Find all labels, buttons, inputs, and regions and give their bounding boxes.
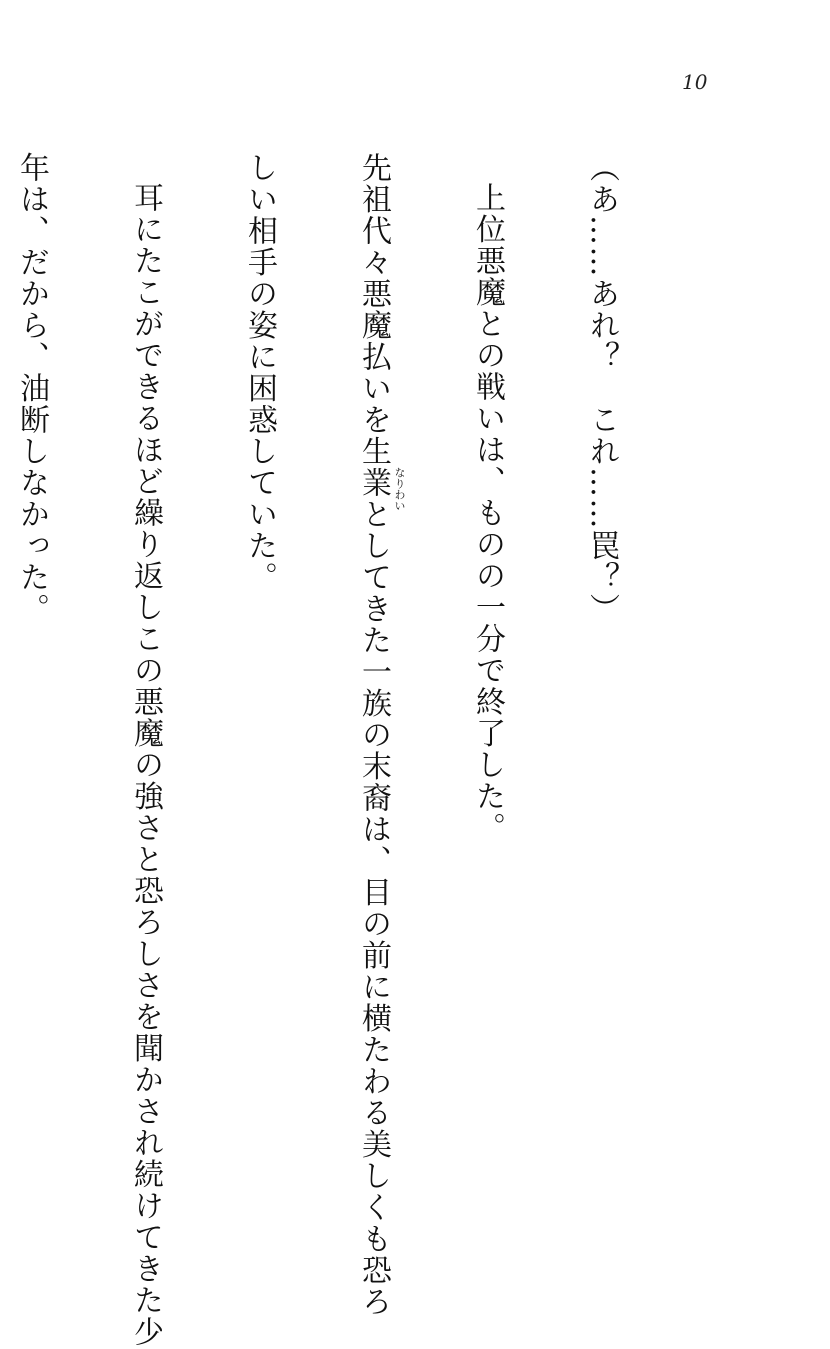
text-line-3-before: 先祖代々悪魔払いを生 [356,152,391,467]
text-line-1: （あ……あれ？ これ……罠？） [584,152,619,625]
vertical-text-body [14,152,696,1348]
ruby-word [356,467,406,511]
page-number: 10 [682,70,708,94]
text-line-2: 上位悪魔との戦いは、ものの一分で終了した。 [470,182,505,844]
ruby-base: 業 [356,467,391,499]
text-line-5: 耳にたこができるほど繰り返しこの悪魔の強さと恐ろしさを聞かされ続けてきた少 [128,182,163,1348]
ruby-reading: なりわい [393,467,406,511]
text-line-3-after: としてきた一族の末裔は、目の前に横たわる美しくも恐ろ [356,498,391,1318]
text-line-4: しい相手の姿に困惑していた。 [242,152,277,593]
text-line-6: 年は、だから、油断しなかった。 [14,152,49,625]
text-line-3 [354,152,406,1318]
